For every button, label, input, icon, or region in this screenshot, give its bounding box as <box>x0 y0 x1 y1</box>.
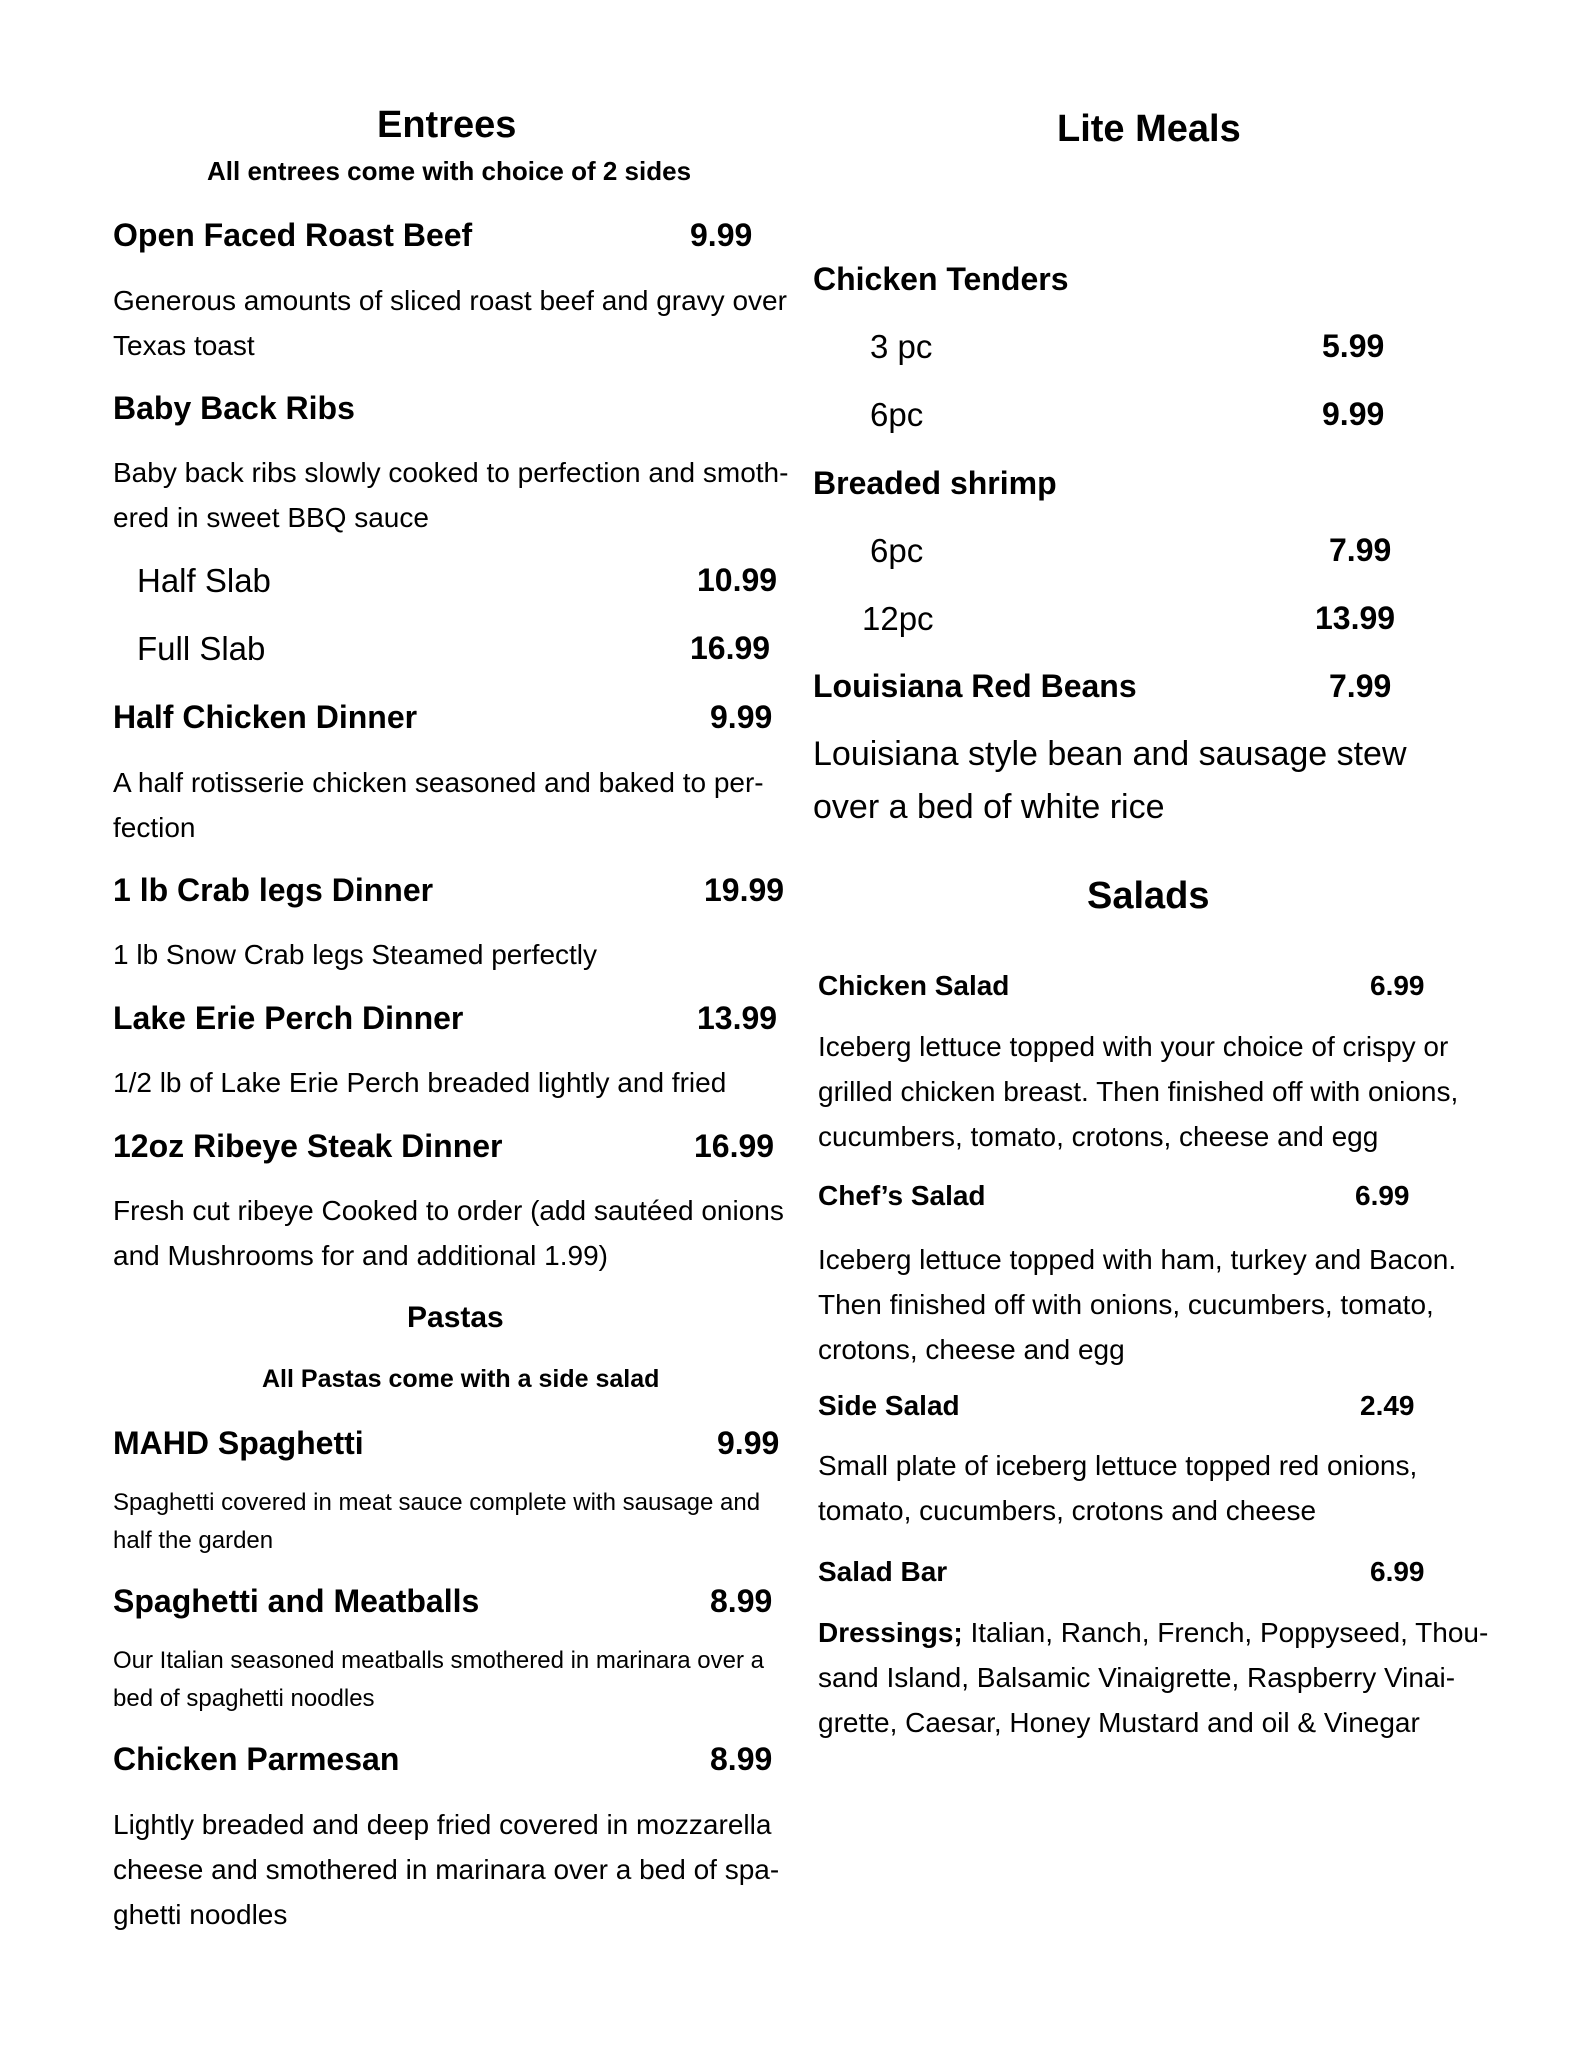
item-name: Half Chicken Dinner <box>113 699 418 735</box>
option-size: Full Slab <box>137 630 266 667</box>
item-name: Open Faced Roast Beef <box>113 217 473 253</box>
item-name: Baby Back Ribs <box>113 390 355 426</box>
item-description: Baby back ribs slowly cooked to perfection and smoth-ered in sweet BBQ sauce <box>113 457 789 533</box>
item-description: Louisiana style bean and sausage stew over a bed of white rice <box>813 735 1407 826</box>
item-price: 9.99 <box>690 217 753 253</box>
item-name: Chicken Parmesan <box>113 1741 400 1777</box>
option-price: 13.99 <box>1315 600 1396 636</box>
dressings-list: Italian, Ranch, French, Poppyseed, Thou-sand Island, Balsamic Vinaigrette, Raspberry Vinai-grette, Caesar, Honey Mustard and oil & Vinegar <box>818 1617 1489 1738</box>
item-name: Spaghetti and Meatballs <box>113 1583 480 1619</box>
pastas-title: Pastas <box>407 1301 504 1334</box>
item-price: 9.99 <box>710 699 773 735</box>
item-name: Lake Erie Perch Dinner <box>113 1000 464 1036</box>
salads-title: Salads <box>1087 875 1210 917</box>
item-description: Iceberg lettuce topped with your choice of crispy or grilled chicken breast. Then finished off with onions, cucumbers, tomato, crotons, cheese and egg <box>818 1031 1459 1152</box>
item-price: 16.99 <box>694 1128 775 1164</box>
item-name: Chicken Salad <box>818 970 1010 1001</box>
item-name: Salad Bar <box>818 1556 948 1587</box>
item-price: 19.99 <box>704 872 785 908</box>
item-name: Chef’s Salad <box>818 1180 986 1211</box>
item-description: Spaghetti covered in meat sauce complete with sausage and half the garden <box>113 1489 761 1554</box>
item-price: 9.99 <box>717 1425 780 1461</box>
option-price: 16.99 <box>690 630 771 666</box>
item-description: Fresh cut ribeye Cooked to order (add sautéed onions and Mushrooms for and additional 1.99) <box>113 1195 784 1271</box>
option-size: 3 pc <box>870 328 933 365</box>
item-description: 1/2 lb of Lake Erie Perch breaded lightly and fried <box>113 1067 727 1098</box>
item-price: 8.99 <box>710 1741 773 1777</box>
option-price: 10.99 <box>697 562 778 598</box>
option-size: 6pc <box>870 396 924 433</box>
item-description: Small plate of iceberg lettuce topped red onions, tomato, cucumbers, crotons and cheese <box>818 1450 1418 1526</box>
item-name: Side Salad <box>818 1390 960 1421</box>
option-price: 5.99 <box>1322 328 1385 364</box>
dressings-label: Dressings; <box>818 1617 963 1648</box>
option-price: 9.99 <box>1322 396 1385 432</box>
item-description: 1 lb Snow Crab legs Steamed perfectly <box>113 939 598 970</box>
item-price: 8.99 <box>710 1583 773 1619</box>
option-size: 6pc <box>870 532 924 569</box>
item-description: Lightly breaded and deep fried covered in mozzarella cheese and smothered in marinara over a bed of spa-ghetti noodles <box>113 1809 780 1930</box>
entrees-title: Entrees <box>377 104 517 146</box>
item-price: 13.99 <box>697 1000 778 1036</box>
item-name: Chicken Tenders <box>813 261 1069 297</box>
item-description: Generous amounts of sliced roast beef and gravy over Texas toast <box>113 285 787 361</box>
option-price: 7.99 <box>1329 532 1392 568</box>
item-name: 1 lb Crab legs Dinner <box>113 872 434 908</box>
item-price: 6.99 <box>1370 970 1425 1001</box>
entrees-subtitle: All entrees come with choice of 2 sides <box>207 156 692 186</box>
option-size: Half Slab <box>137 562 271 599</box>
item-price: 6.99 <box>1355 1180 1410 1211</box>
item-name: Louisiana Red Beans <box>813 668 1137 704</box>
item-price: 6.99 <box>1370 1556 1425 1587</box>
item-description: A half rotisserie chicken seasoned and baked to per-fection <box>113 767 764 843</box>
item-name: MAHD Spaghetti <box>113 1425 364 1461</box>
item-description: Our Italian seasoned meatballs smothered in marinara over a bed of spaghetti noodles <box>113 1647 764 1712</box>
item-price: 7.99 <box>1329 668 1392 704</box>
lite-meals-title: Lite Meals <box>1057 108 1241 150</box>
pastas-subtitle: All Pastas come with a side salad <box>262 1365 660 1393</box>
item-name: Breaded shrimp <box>813 465 1057 501</box>
item-description: Iceberg lettuce topped with ham, turkey and Bacon. Then finished off with onions, cucumbers, tomato, crotons, cheese and egg <box>818 1244 1457 1365</box>
item-name: 12oz Ribeye Steak Dinner <box>113 1128 503 1164</box>
dressings-text <box>818 1610 1518 1745</box>
option-size: 12pc <box>862 600 934 637</box>
item-price: 2.49 <box>1360 1390 1415 1421</box>
